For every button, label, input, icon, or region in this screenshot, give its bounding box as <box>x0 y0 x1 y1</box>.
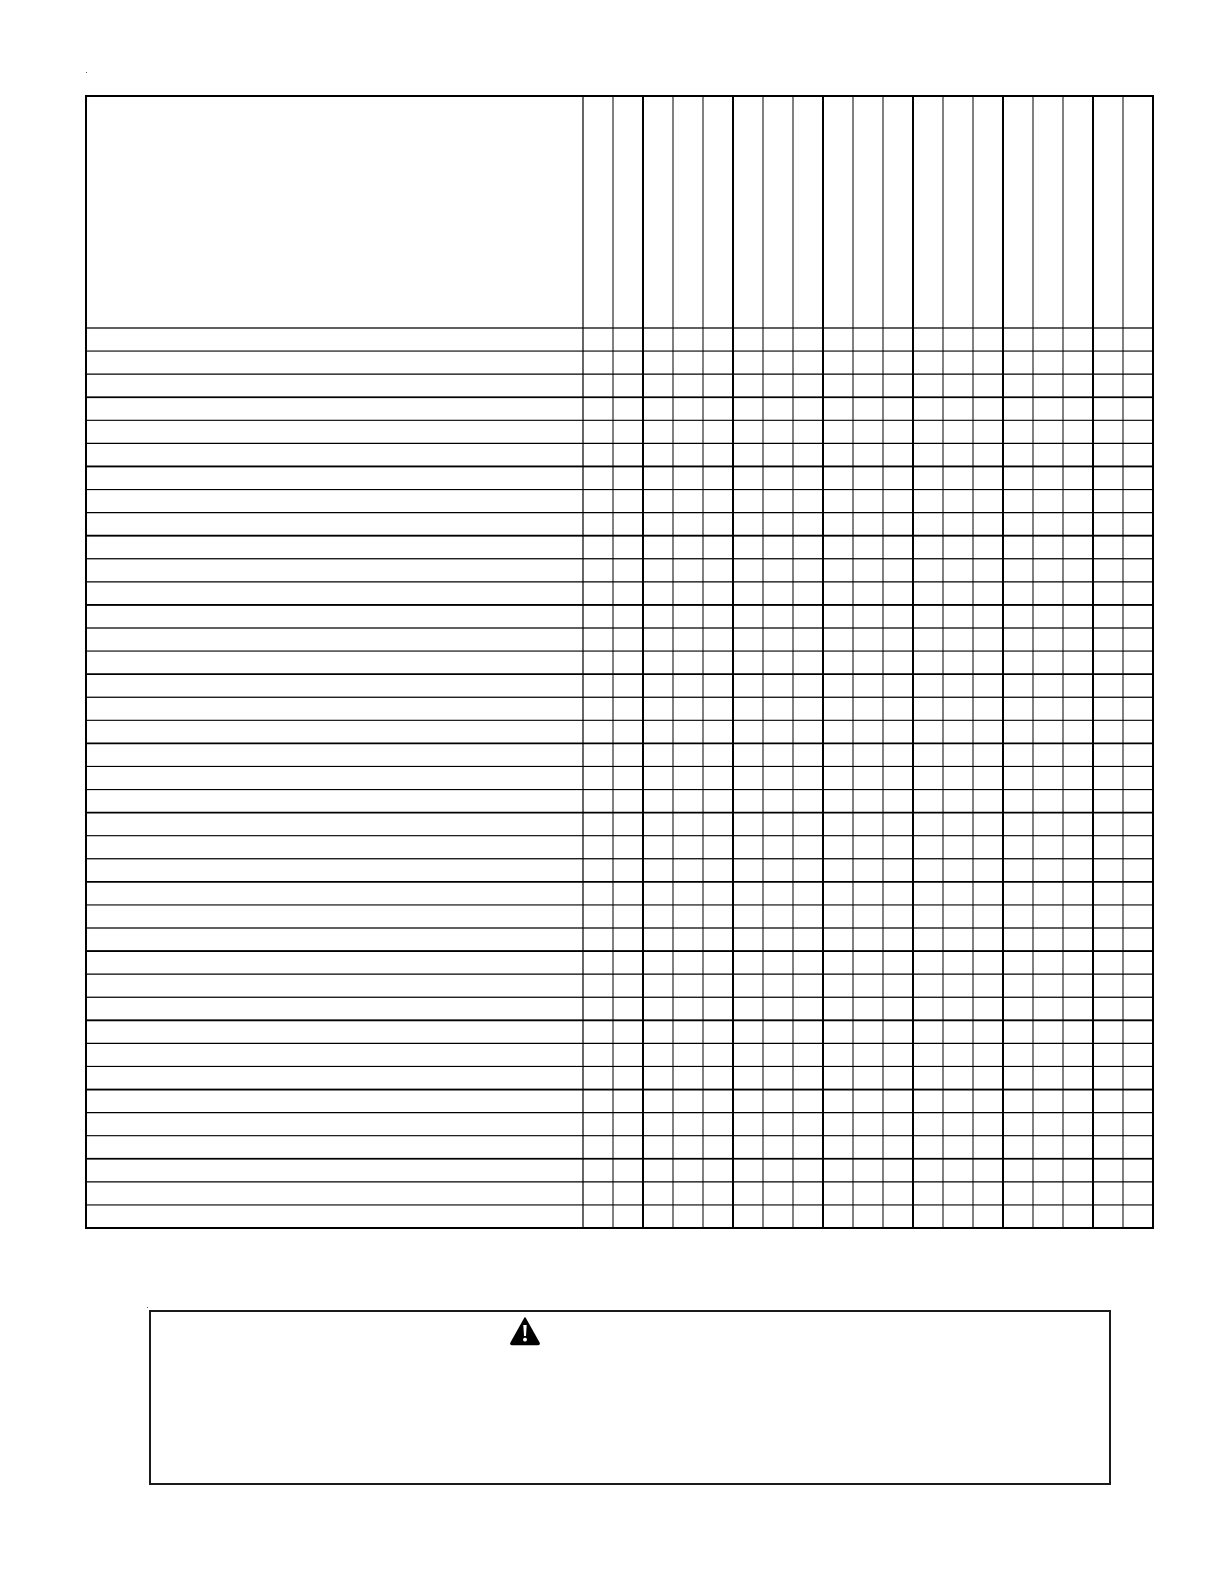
scan-speck <box>147 1307 148 1308</box>
warning-box <box>149 1310 1111 1485</box>
table-border <box>86 96 1153 1228</box>
warning-triangle-icon <box>510 1316 540 1346</box>
scan-speck <box>86 72 87 73</box>
